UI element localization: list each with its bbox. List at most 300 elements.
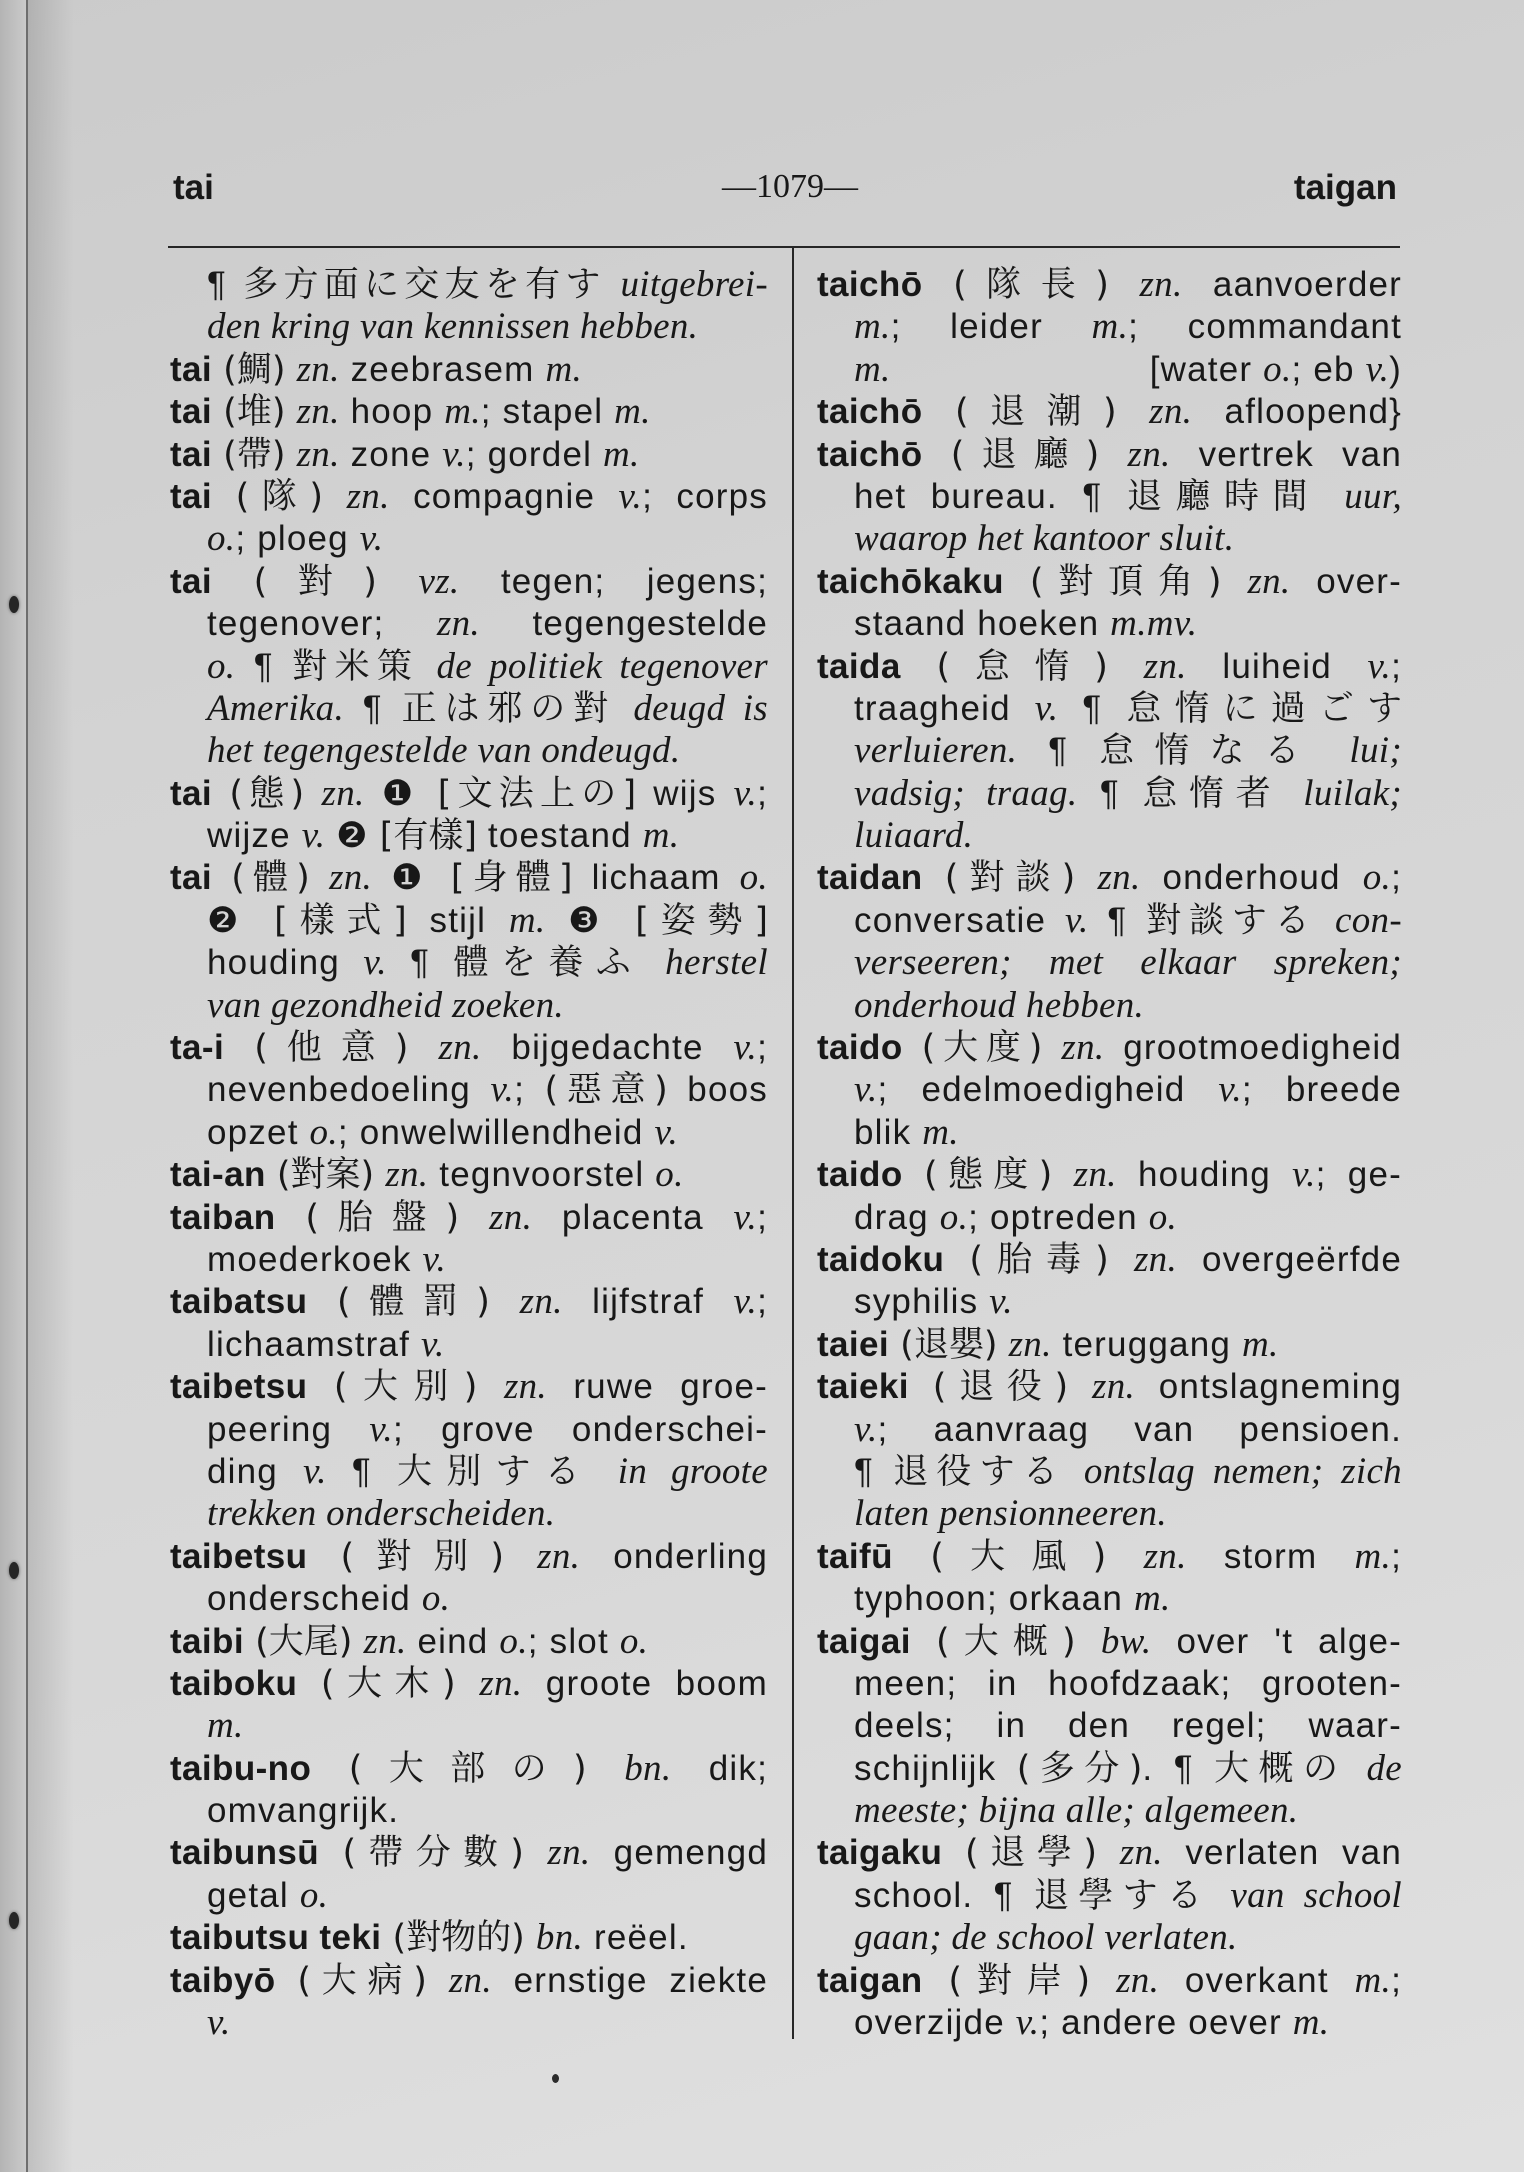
- italic-text: con-: [1317, 899, 1402, 941]
- headword: tai: [170, 476, 213, 516]
- italic-text: v.: [442, 433, 466, 475]
- gloss-text: overkant: [1159, 1960, 1355, 2000]
- headword: taiban: [170, 1197, 276, 1237]
- italic-text: v.: [733, 1027, 758, 1069]
- gloss-text: ¶: [235, 646, 293, 686]
- running-head-right: taigan: [1293, 168, 1397, 207]
- dictionary-line: [817, 434, 1402, 476]
- gloss-text: verlaten van: [1162, 1833, 1402, 1873]
- italic-text: ontslag nemen; zich: [1066, 1450, 1402, 1492]
- gloss-text: ding: [207, 1451, 304, 1491]
- dictionary-line: [817, 1154, 1402, 1196]
- gloss-text: ❶: [372, 858, 451, 898]
- dictionary-line: [170, 688, 768, 730]
- gloss-text: ¶: [1058, 688, 1127, 728]
- italic-text: m.: [922, 1111, 959, 1153]
- italic-text: zn.: [1127, 433, 1171, 475]
- kanji-text: [身體]: [450, 858, 573, 899]
- italic-text: v.: [363, 942, 387, 984]
- dictionary-line: [170, 815, 768, 857]
- gloss-text: ; leider: [890, 307, 1092, 347]
- italic-text: zn.: [1116, 1959, 1160, 2001]
- dictionary-line: [817, 688, 1402, 730]
- page-number: —1079—: [722, 168, 858, 205]
- headword: tai: [170, 434, 213, 474]
- stitch-hole: [9, 1562, 19, 1579]
- dictionary-line: [817, 1832, 1402, 1874]
- gloss-text: peering: [207, 1409, 370, 1449]
- kanji-text: (退學): [942, 1833, 1120, 1874]
- gloss-text: hoop: [339, 392, 445, 432]
- italic-text: o.: [1362, 857, 1392, 899]
- gloss-text: ¶: [1088, 900, 1147, 940]
- gloss-text: deels; in den regel; waar-: [854, 1706, 1402, 1746]
- italic-text: zn.: [1143, 645, 1187, 687]
- italic-text: trekken onderscheiden.: [207, 1493, 556, 1535]
- dictionary-entry: [817, 561, 1402, 646]
- dictionary-entry: [817, 646, 1402, 858]
- stitch-hole: [9, 596, 19, 613]
- gloss-text: ernstige ziekte: [491, 1960, 768, 2000]
- italic-text: v.: [1292, 1154, 1316, 1196]
- gloss-text: ¶: [1017, 731, 1100, 771]
- headword: taichō: [817, 265, 923, 304]
- dictionary-line: [170, 1621, 768, 1663]
- dictionary-line: [170, 1832, 768, 1874]
- dictionary-line: [817, 1875, 1402, 1917]
- kanji-text: 怠惰なる: [1099, 731, 1320, 772]
- headword: taibetsu: [170, 1367, 308, 1407]
- headword: taidan: [817, 858, 923, 898]
- dictionary-line: [170, 1705, 768, 1747]
- dictionary-line: [170, 1663, 768, 1705]
- dictionary-entry: [170, 561, 768, 773]
- gloss-text: ; ploeg: [235, 519, 360, 559]
- gloss-text: luiheid: [1186, 646, 1368, 686]
- dictionary-line: [170, 1493, 768, 1535]
- italic-text: uitgebrei-: [605, 264, 768, 305]
- kanji-text: (大尾): [243, 1621, 364, 1662]
- gloss-text: wijs: [636, 773, 734, 813]
- gloss-text: ; onwelwillendheid: [337, 1112, 655, 1152]
- headword: tai-an: [170, 1155, 266, 1195]
- kanji-text: [有樣]: [379, 816, 477, 857]
- gloss-text: ;: [1391, 1536, 1402, 1576]
- italic-text: m.: [1354, 1535, 1392, 1577]
- kanji-text: 大別する: [397, 1451, 594, 1492]
- gloss-text: [water: [1149, 349, 1264, 389]
- gloss-text: ontslagneming: [1135, 1367, 1402, 1407]
- gloss-text: boos: [667, 1070, 768, 1110]
- italic-text: v.: [854, 1408, 878, 1450]
- dictionary-line: [817, 2002, 1402, 2044]
- kanji-text: (胎盤): [275, 1197, 490, 1238]
- italic-text: v.: [207, 2002, 231, 2044]
- headword: taigan: [817, 1960, 923, 2000]
- dictionary-line: [170, 900, 768, 942]
- headword: tai: [170, 349, 213, 389]
- dictionary-entry: [170, 1621, 768, 1663]
- kanji-text: (對頂角): [1003, 561, 1248, 602]
- gloss-text: ¶: [326, 1451, 398, 1491]
- italic-text: m.: [207, 1705, 244, 1747]
- gloss-text: toestand: [477, 816, 643, 856]
- italic-text: zn.: [1149, 391, 1193, 433]
- headword: taibyō: [170, 1960, 276, 2000]
- kanji-text: 退廳時間: [1126, 476, 1322, 517]
- italic-text: zn.: [479, 1662, 523, 1704]
- gloss-text: aanvoerder: [1182, 265, 1402, 304]
- headword: taieki: [817, 1367, 909, 1407]
- kanji-text: (對物的): [381, 1918, 536, 1959]
- gloss-text: ; corps: [642, 476, 768, 516]
- dictionary-line: [170, 1451, 768, 1493]
- gloss-text: ; optreden: [968, 1197, 1149, 1237]
- italic-text: v.: [422, 1238, 447, 1280]
- gloss-text: over-: [1290, 561, 1402, 601]
- italic-text: zn.: [1247, 560, 1291, 602]
- italic-text: m.: [508, 899, 546, 941]
- dictionary-line: [170, 434, 768, 476]
- italic-text: luilak;: [1282, 772, 1402, 814]
- dictionary-entry: [817, 434, 1402, 561]
- dictionary-line: [817, 1069, 1402, 1111]
- italic-text: v.: [359, 518, 384, 560]
- gloss-text: tegengestelde: [479, 604, 768, 644]
- gloss-text: bijgedachte: [481, 1028, 734, 1068]
- gloss-text: lijfstraf: [562, 1282, 734, 1322]
- kanji-text: (大別): [307, 1367, 504, 1408]
- kanji-text: (態): [212, 773, 322, 814]
- gloss-text: onderling: [580, 1536, 768, 1576]
- kanji-text: (對別): [307, 1536, 538, 1577]
- italic-text: verluieren.: [854, 730, 1018, 772]
- kanji-text: 退學する: [1033, 1875, 1212, 1916]
- dictionary-line: [817, 1112, 1402, 1154]
- headword: tai: [170, 773, 213, 813]
- headword: taiboku: [170, 1663, 298, 1703]
- dictionary-line: [170, 1536, 768, 1578]
- italic-text: m.: [1133, 1578, 1171, 1620]
- dictionary-line: [817, 561, 1402, 603]
- kanji-text: 多方面に交友を有す: [243, 265, 606, 305]
- dictionary-line: [817, 1536, 1402, 1578]
- italic-text: m.: [614, 391, 651, 433]
- dictionary-line: [817, 646, 1402, 688]
- kanji-text: (惡意): [544, 1070, 668, 1111]
- gloss-text: groote boom: [522, 1663, 768, 1703]
- italic-text: m.: [1354, 1959, 1392, 2001]
- italic-text: onderhoud hebben.: [854, 984, 1145, 1026]
- italic-text: m.: [854, 348, 891, 390]
- kanji-text: (對談): [922, 858, 1098, 899]
- kanji-text: (退役): [908, 1367, 1093, 1408]
- italic-text: zn.: [1119, 1832, 1163, 1874]
- dictionary-line: [170, 646, 768, 688]
- italic-text: zn.: [296, 433, 340, 475]
- italic-text: zn.: [1097, 857, 1141, 899]
- kanji-text: [姿勢]: [635, 900, 768, 941]
- italic-text: bw.: [1100, 1620, 1152, 1662]
- italic-text: o.: [739, 857, 768, 899]
- italic-text: v.: [1015, 2002, 1040, 2044]
- gloss-text: eind: [406, 1621, 500, 1661]
- italic-text: laten pensionneeren.: [854, 1493, 1167, 1535]
- gloss-text: ¶: [207, 265, 244, 304]
- gloss-text: ; gordel: [465, 434, 604, 474]
- dictionary-line: [170, 391, 768, 433]
- gloss-text: teruggang: [1051, 1324, 1242, 1364]
- italic-text: m.: [642, 815, 680, 857]
- dictionary-line: [170, 518, 768, 560]
- dictionary-line: [170, 1154, 768, 1196]
- gloss-text: getal: [207, 1875, 300, 1915]
- italic-text: o.: [1148, 1196, 1178, 1238]
- gloss-text: zeebrasem: [339, 349, 546, 389]
- dictionary-line: [170, 1112, 768, 1154]
- gloss-text: ¶: [1077, 773, 1143, 813]
- dictionary-line: [170, 985, 768, 1027]
- italic-text: deugd is: [615, 687, 768, 729]
- italic-text: o.: [299, 1874, 329, 1916]
- italic-text: zn.: [1073, 1154, 1117, 1196]
- dictionary-entry: [817, 1621, 1402, 1833]
- gloss-text: vertrek van: [1170, 434, 1402, 474]
- gloss-text: het bureau. ¶: [854, 476, 1127, 516]
- dictionary-line: [817, 1621, 1402, 1663]
- gloss-text: ; edelmoedigheid: [877, 1070, 1219, 1110]
- ink-speck: [552, 2074, 559, 2083]
- kanji-text: (堆): [212, 392, 297, 433]
- gloss-text: zone: [339, 434, 443, 474]
- kanji-text: 正は邪の對: [401, 688, 616, 729]
- dictionary-line: [817, 985, 1402, 1027]
- dictionary-entry: [817, 264, 1402, 391]
- gloss-text: ; breede: [1241, 1070, 1402, 1110]
- dictionary-line: [817, 1493, 1402, 1535]
- italic-text: den kring van kennissen hebben.: [207, 306, 699, 348]
- gloss-text: ;: [514, 1070, 545, 1110]
- gloss-text: tegenover;: [207, 604, 437, 644]
- italic-text: o.: [207, 645, 236, 687]
- kanji-text: (他意): [224, 1028, 439, 1069]
- dictionary-line: [170, 1917, 768, 1959]
- dictionary-line: [170, 306, 768, 348]
- gloss-text: ; andere oever: [1039, 2003, 1293, 2043]
- kanji-text: 對米策: [292, 646, 420, 687]
- dictionary-entry: [170, 264, 768, 349]
- italic-text: v.: [1367, 645, 1392, 687]
- dictionary-line: [170, 349, 768, 391]
- gloss-text: opzet: [207, 1112, 310, 1152]
- dictionary-entry: [170, 857, 768, 1027]
- italic-text: v.: [618, 475, 643, 517]
- stitch-hole: [9, 1912, 19, 1929]
- italic-text: zn.: [1092, 1366, 1136, 1408]
- dictionary-entry: [170, 1154, 768, 1196]
- dictionary-entry: [170, 773, 768, 858]
- gloss-text: moederkoek: [207, 1239, 423, 1279]
- italic-text: m.mv.: [1110, 603, 1198, 645]
- kanji-text: 怠惰者: [1142, 773, 1283, 814]
- kanji-text: (帶分數): [319, 1833, 548, 1874]
- italic-text: v.: [1218, 1069, 1242, 1111]
- kanji-text: (帶): [212, 434, 297, 475]
- italic-text: m.: [854, 306, 891, 348]
- gloss-text: schijnlijk: [854, 1748, 1017, 1788]
- italic-text: zn.: [296, 348, 340, 390]
- kanji-text: 怠惰に過ごす: [1126, 688, 1402, 729]
- headword: tai: [170, 392, 213, 432]
- italic-text: o.: [939, 1196, 969, 1238]
- headword: taibunsū: [170, 1833, 320, 1873]
- dictionary-line: [170, 1748, 768, 1790]
- dictionary-line: [817, 1960, 1402, 2002]
- dictionary-line: [817, 1917, 1402, 1959]
- gloss-text: tegnvoorstel: [428, 1155, 656, 1195]
- kanji-text: (胎毒): [944, 1239, 1134, 1280]
- dictionary-line: [817, 1324, 1402, 1366]
- gloss-text: ruwe groe-: [547, 1367, 768, 1407]
- gloss-text: gemengd: [590, 1833, 768, 1873]
- dictionary-entry: [170, 1366, 768, 1536]
- kanji-text: (多分): [1016, 1748, 1143, 1789]
- headword: taibetsu: [170, 1536, 308, 1576]
- dictionary-line: [817, 264, 1402, 306]
- dictionary-line: [817, 349, 1402, 391]
- headword: taibu-no: [170, 1748, 312, 1788]
- dictionary-entry: [817, 1324, 1402, 1366]
- italic-text: luiaard.: [854, 815, 974, 857]
- headword: taibutsu teki: [170, 1918, 382, 1958]
- italic-text: zn.: [1061, 1027, 1105, 1069]
- italic-text: zn.: [537, 1535, 581, 1577]
- dictionary-line: [817, 1409, 1402, 1451]
- dictionary-line: [170, 1790, 768, 1832]
- gloss-text: overgeërfde: [1177, 1239, 1402, 1279]
- dictionary-line: [170, 1239, 768, 1281]
- dictionary-line: [817, 391, 1402, 433]
- gloss-text: placenta: [532, 1197, 734, 1237]
- gloss-text: compagnie: [389, 476, 619, 516]
- dictionary-line: [170, 1960, 768, 2002]
- gloss-text: ❸: [545, 900, 636, 940]
- gloss-text: ): [1389, 349, 1402, 389]
- italic-text: zn.: [1008, 1323, 1052, 1365]
- gloss-text: ❷: [207, 900, 275, 940]
- dictionary-entry: [170, 1917, 768, 1959]
- dictionary-line: [817, 857, 1402, 899]
- italic-text: gaan; de school verlaten.: [854, 1917, 1238, 1959]
- kanji-text: (態度): [902, 1155, 1074, 1196]
- italic-text: zn.: [296, 391, 340, 433]
- dictionary-entry: [817, 1536, 1402, 1621]
- italic-text: herstel: [643, 942, 768, 984]
- gloss-text: overzijde: [854, 2003, 1016, 2043]
- dictionary-line: [817, 1705, 1402, 1747]
- left-column: [170, 264, 768, 2044]
- italic-text: zn.: [346, 475, 390, 517]
- dictionary-entry: [817, 857, 1402, 1027]
- gloss-text: grootmoedigheid: [1104, 1028, 1402, 1068]
- dictionary-line: [817, 603, 1402, 645]
- dictionary-entry: [817, 1239, 1402, 1324]
- gloss-text: ; commandant: [1128, 307, 1402, 347]
- gloss-text: onderscheid: [207, 1579, 422, 1619]
- italic-text: het tegengestelde van ondeugd.: [207, 730, 681, 772]
- kanji-text: (怠惰): [900, 646, 1144, 687]
- kanji-text: (對岸): [922, 1960, 1117, 2001]
- kanji-text: (退嬰): [889, 1324, 1009, 1365]
- gloss-text: ; slot: [527, 1621, 620, 1661]
- italic-text: waarop het kantoor sluit.: [854, 518, 1235, 560]
- kanji-text: (隊): [212, 476, 347, 517]
- dictionary-line: [817, 1748, 1402, 1790]
- italic-text: o.: [421, 1578, 451, 1620]
- dictionary-line: [817, 1451, 1402, 1493]
- italic-text: bn.: [624, 1747, 672, 1789]
- italic-text: verseeren; met elkaar spreken;: [854, 942, 1402, 984]
- italic-text: zn.: [363, 1620, 407, 1662]
- italic-text: zn.: [1133, 1238, 1178, 1280]
- dictionary-line: [170, 561, 768, 603]
- italic-text: o.: [207, 518, 236, 560]
- italic-text: v.: [654, 1111, 679, 1153]
- headword: tai: [170, 561, 213, 601]
- italic-text: in groote: [593, 1450, 768, 1492]
- italic-text: van gezondheid zoeken.: [207, 984, 564, 1026]
- gloss-text: nevenbedoeling: [207, 1070, 491, 1110]
- gloss-text: ;: [1391, 858, 1402, 898]
- italic-text: v.: [1034, 687, 1059, 729]
- gloss-text: ; stapel: [480, 392, 615, 432]
- dictionary-line: [170, 1324, 768, 1366]
- gloss-text: ¶: [386, 943, 454, 983]
- dictionary-line: [170, 1027, 768, 1069]
- italic-text: de politiek tegenover: [419, 645, 768, 687]
- italic-text: zn.: [438, 1027, 482, 1069]
- dictionary-entry: [170, 1960, 768, 2045]
- italic-text: vadsig; traag.: [854, 772, 1078, 814]
- gloss-text: school. ¶: [854, 1875, 1034, 1915]
- italic-text: m.: [1091, 306, 1129, 348]
- kanji-text: (大部の): [311, 1748, 625, 1789]
- dictionary-entry: [170, 1536, 768, 1621]
- italic-text: zn.: [329, 857, 373, 899]
- dictionary-entry: [817, 1366, 1402, 1536]
- italic-text: zn.: [436, 603, 480, 645]
- italic-text: v.: [733, 1196, 758, 1238]
- gloss-text: typhoon; orkaan: [854, 1579, 1134, 1619]
- gloss-text: dik;: [671, 1748, 768, 1788]
- gloss-text: houding: [1116, 1155, 1293, 1195]
- kanji-text: 退役する: [893, 1451, 1067, 1492]
- gloss-text: ;: [757, 1028, 768, 1068]
- dictionary-line: [170, 2002, 768, 2044]
- italic-text: uur,: [1321, 475, 1402, 517]
- headword: taifū: [817, 1536, 893, 1576]
- italic-text: v.: [421, 1323, 445, 1365]
- gloss-text: lichaam: [572, 858, 740, 898]
- gloss-text: ❶: [364, 773, 438, 813]
- gloss-text: ¶: [854, 1451, 894, 1491]
- italic-text: zn.: [321, 772, 365, 814]
- gloss-text: reëel.: [583, 1918, 689, 1958]
- dictionary-line: [170, 773, 768, 815]
- kanji-text: (大度): [902, 1028, 1062, 1069]
- headword: taigaku: [817, 1833, 943, 1873]
- dictionary-line: [170, 476, 768, 518]
